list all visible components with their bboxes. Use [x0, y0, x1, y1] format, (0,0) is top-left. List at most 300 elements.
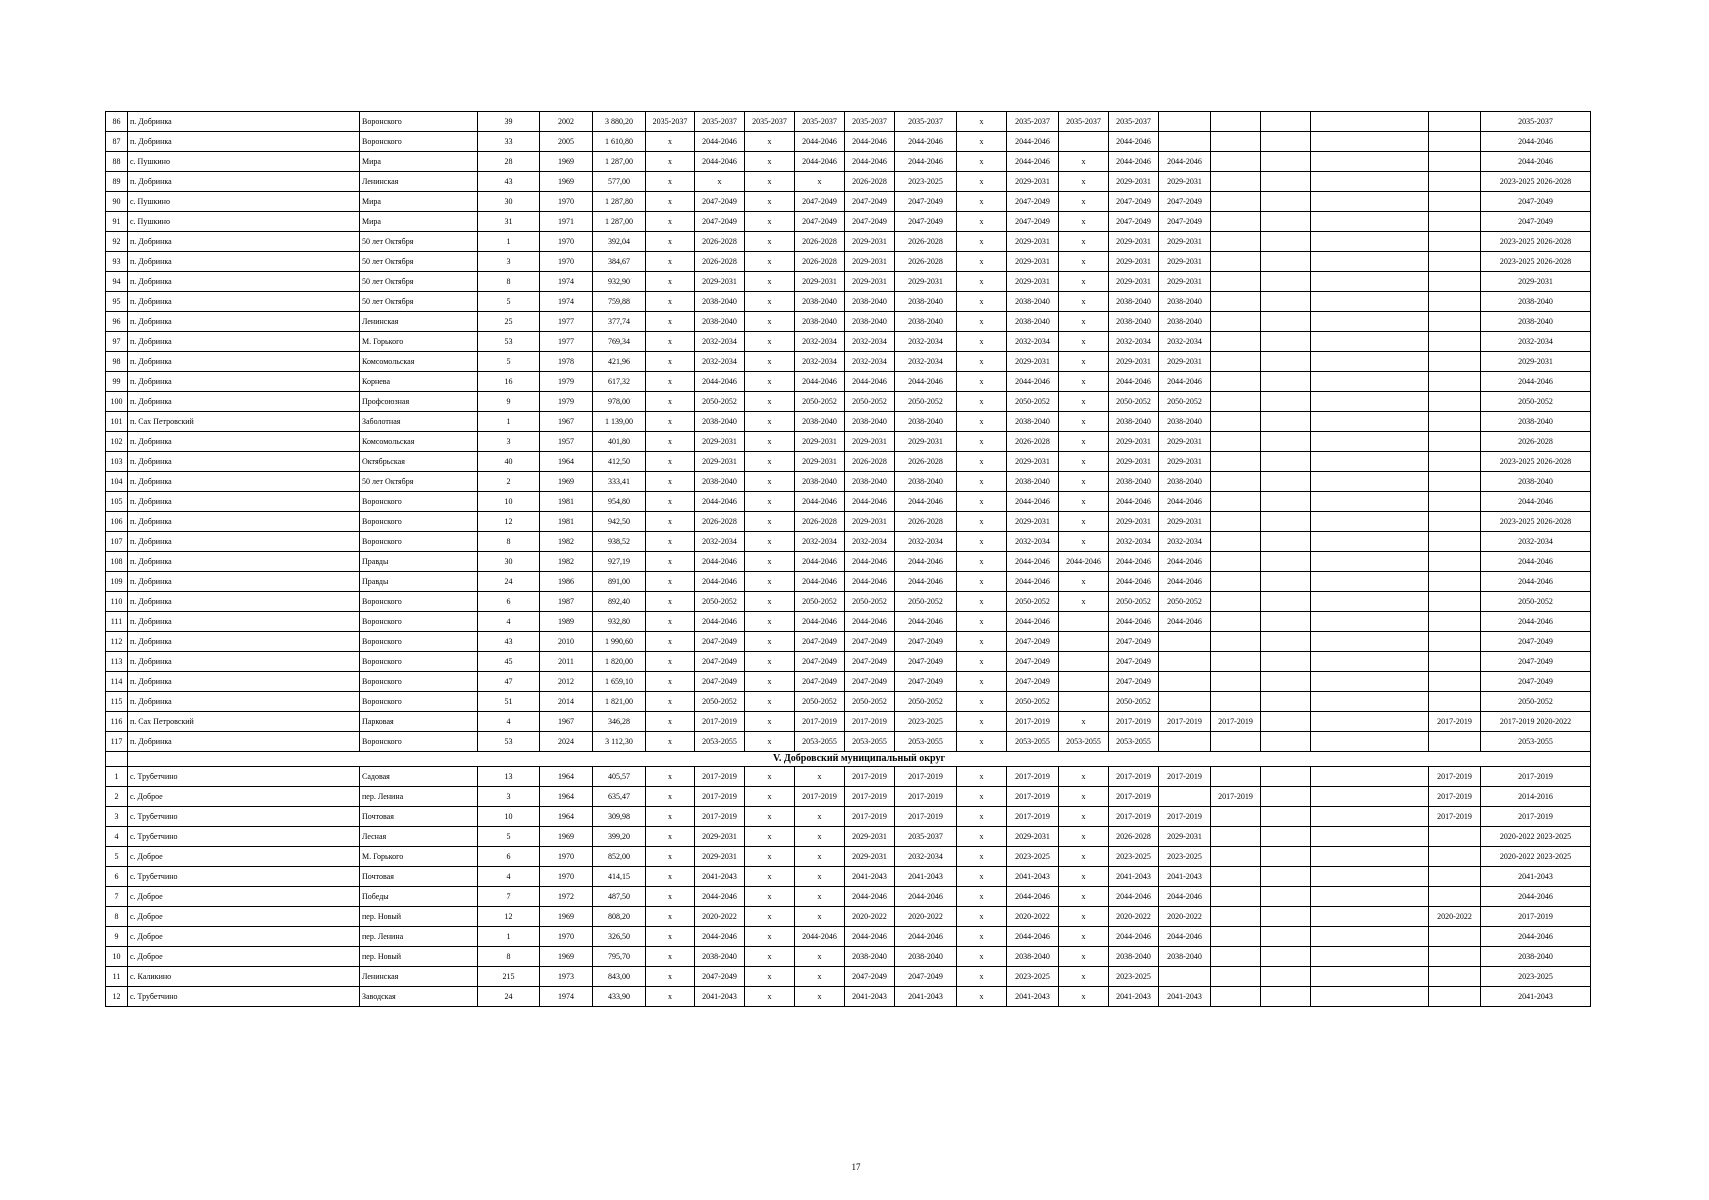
- table-cell: 2029-2031: [1109, 172, 1159, 192]
- table-cell: x: [795, 172, 845, 192]
- table-cell: 2044-2046: [1109, 927, 1159, 947]
- table-cell: x: [646, 472, 695, 492]
- table-cell: x: [745, 232, 795, 252]
- table-cell: 2032-2034: [1159, 532, 1211, 552]
- table-cell: 2044-2046: [1007, 927, 1059, 947]
- table-cell: 2041-2043: [895, 987, 957, 1007]
- table-cell: x: [957, 552, 1007, 572]
- table-cell: x: [957, 967, 1007, 987]
- table-cell: 1981: [540, 512, 593, 532]
- table-cell: [1311, 632, 1429, 652]
- table-cell: 2047-2049: [695, 192, 745, 212]
- table-cell: [1211, 372, 1261, 392]
- table-cell: 2038-2040: [1109, 412, 1159, 432]
- table-cell: 2023-2025: [1481, 967, 1591, 987]
- table-cell: 326,50: [593, 927, 646, 947]
- table-cell: 2038-2040: [795, 412, 845, 432]
- table-cell: 3 112,30: [593, 732, 646, 752]
- table-row: [106, 112, 1591, 132]
- table-cell: 4: [478, 867, 540, 887]
- table-cell: 2029-2031: [695, 272, 745, 292]
- table-cell: 2017-2019 2020-2022: [1481, 712, 1591, 732]
- table-cell: [1311, 552, 1429, 572]
- table-cell: 1982: [540, 552, 593, 572]
- table-cell: [1429, 412, 1481, 432]
- table-cell: Воронского: [360, 492, 478, 512]
- table-cell: [1261, 967, 1311, 987]
- table-cell: x: [957, 372, 1007, 392]
- table-row: [106, 827, 1591, 847]
- table-cell: 2032-2034: [1109, 332, 1159, 352]
- table-cell: 90: [106, 192, 128, 212]
- table-row: [106, 312, 1591, 332]
- table-cell: п. Добринка: [128, 552, 360, 572]
- table-cell: 1982: [540, 532, 593, 552]
- table-cell: 2047-2049: [1159, 192, 1211, 212]
- table-cell: 1964: [540, 807, 593, 827]
- table-cell: 2047-2049: [1109, 672, 1159, 692]
- table-cell: [1429, 987, 1481, 1007]
- table-cell: x: [646, 252, 695, 272]
- table-cell: [1211, 767, 1261, 787]
- table-cell: 13: [478, 767, 540, 787]
- table-cell: 2044-2046: [1007, 572, 1059, 592]
- table-cell: 2038-2040: [695, 412, 745, 432]
- table-cell: [1429, 372, 1481, 392]
- table-cell: 2050-2052: [1109, 592, 1159, 612]
- table-cell: Правды: [360, 552, 478, 572]
- table-cell: x: [745, 372, 795, 392]
- table-cell: 2044-2046: [695, 552, 745, 572]
- table-cell: 346,28: [593, 712, 646, 732]
- table-cell: 2020-2022: [845, 907, 895, 927]
- table-cell: [1261, 152, 1311, 172]
- table-cell: [1211, 652, 1261, 672]
- table-cell: 1969: [540, 947, 593, 967]
- table-cell: 2024: [540, 732, 593, 752]
- table-cell: 24: [478, 987, 540, 1007]
- table-cell: x: [957, 652, 1007, 672]
- table-cell: 88: [106, 152, 128, 172]
- table-cell: 795,70: [593, 947, 646, 967]
- table-cell: 8: [478, 272, 540, 292]
- table-cell: 2029-2031: [845, 512, 895, 532]
- table-cell: [1311, 312, 1429, 332]
- table-cell: 2047-2049: [1481, 652, 1591, 672]
- table-cell: x: [1059, 292, 1109, 312]
- table-cell: 6: [478, 847, 540, 867]
- table-cell: [1311, 927, 1429, 947]
- table-cell: x: [646, 272, 695, 292]
- table-cell: [1311, 987, 1429, 1007]
- table-cell: [1261, 572, 1311, 592]
- table-cell: 40: [478, 452, 540, 472]
- table-cell: 2044-2046: [795, 372, 845, 392]
- table-cell: 91: [106, 212, 128, 232]
- table-cell: x: [957, 172, 1007, 192]
- table-cell: [1311, 132, 1429, 152]
- table-cell: 1970: [540, 867, 593, 887]
- table-cell: x: [646, 847, 695, 867]
- table-cell: 2050-2052: [695, 592, 745, 612]
- table-cell: 2047-2049: [895, 192, 957, 212]
- table-cell: 50 лет Октября: [360, 472, 478, 492]
- table-cell: 2044-2046: [795, 927, 845, 947]
- table-cell: 769,34: [593, 332, 646, 352]
- table-cell: Корнева: [360, 372, 478, 392]
- table-cell: 2047-2049: [895, 967, 957, 987]
- table-cell: x: [957, 392, 1007, 412]
- table-cell: 2026-2028: [795, 232, 845, 252]
- table-cell: 2050-2052: [1109, 392, 1159, 412]
- table-cell: [1159, 652, 1211, 672]
- table-cell: 2041-2043: [695, 987, 745, 1007]
- table-cell: 2050-2052: [1481, 592, 1591, 612]
- table-cell: [1429, 172, 1481, 192]
- table-cell: [1311, 152, 1429, 172]
- table-cell: 2026-2028: [895, 232, 957, 252]
- table-cell: Парковая: [360, 712, 478, 732]
- table-cell: 1964: [540, 452, 593, 472]
- table-cell: 2023-2025: [1007, 847, 1059, 867]
- table-cell: 2047-2049: [695, 967, 745, 987]
- table-cell: 7: [478, 887, 540, 907]
- table-cell: 2017-2019: [1211, 787, 1261, 807]
- table-cell: [1211, 692, 1261, 712]
- table-cell: 4: [478, 612, 540, 632]
- table-cell: [1211, 112, 1261, 132]
- table-cell: x: [1059, 312, 1109, 332]
- table-cell: 1970: [540, 847, 593, 867]
- table-cell: x: [745, 192, 795, 212]
- table-cell: 2044-2046: [1481, 887, 1591, 907]
- table-cell: 2038-2040: [1159, 412, 1211, 432]
- table-cell: 2053-2055: [1007, 732, 1059, 752]
- table-cell: 2047-2049: [795, 652, 845, 672]
- table-cell: [1211, 532, 1261, 552]
- table-cell: 2047-2049: [895, 212, 957, 232]
- table-cell: 2044-2046: [1159, 552, 1211, 572]
- table-cell: 2044-2046: [895, 552, 957, 572]
- table-cell: 2020-2022: [1007, 907, 1059, 927]
- table-cell: 1 659,10: [593, 672, 646, 692]
- table-cell: 2026-2028: [1481, 432, 1591, 452]
- table-cell: 1969: [540, 172, 593, 192]
- table-cell: [1311, 652, 1429, 672]
- table-cell: 932,80: [593, 612, 646, 632]
- table-cell: 2029-2031: [1159, 432, 1211, 452]
- table-cell: 577,00: [593, 172, 646, 192]
- table-cell: 2044-2046: [1059, 552, 1109, 572]
- table-cell: x: [646, 907, 695, 927]
- table-cell: 309,98: [593, 807, 646, 827]
- table-cell: 2044-2046: [1109, 372, 1159, 392]
- table-cell: 2035-2037: [1059, 112, 1109, 132]
- table-cell: Садовая: [360, 767, 478, 787]
- table-cell: [1211, 807, 1261, 827]
- table-cell: 2044-2046: [845, 612, 895, 632]
- table-cell: x: [646, 392, 695, 412]
- table-cell: [1311, 672, 1429, 692]
- table-cell: x: [646, 212, 695, 232]
- table-cell: 2026-2028: [795, 252, 845, 272]
- table-cell: 2044-2046: [845, 887, 895, 907]
- table-cell: [1261, 807, 1311, 827]
- table-cell: 2012: [540, 672, 593, 692]
- table-cell: x: [1059, 272, 1109, 292]
- table-cell: x: [1059, 987, 1109, 1007]
- table-cell: 2017-2019: [1007, 767, 1059, 787]
- table-cell: 5: [478, 352, 540, 372]
- table-cell: x: [795, 807, 845, 827]
- table-cell: 2017-2019: [845, 767, 895, 787]
- table-cell: x: [1059, 412, 1109, 432]
- table-cell: x: [646, 612, 695, 632]
- table-cell: x: [646, 987, 695, 1007]
- table-row: [106, 152, 1591, 172]
- table-cell: Воронского: [360, 112, 478, 132]
- table-cell: 932,90: [593, 272, 646, 292]
- table-cell: [1311, 967, 1429, 987]
- table-cell: 2044-2046: [1007, 612, 1059, 632]
- table-cell: 2029-2031: [695, 827, 745, 847]
- table-cell: 892,40: [593, 592, 646, 612]
- table-cell: [1311, 432, 1429, 452]
- table-cell: Октябрьская: [360, 452, 478, 472]
- table-cell: 333,41: [593, 472, 646, 492]
- table-cell: п. Добринка: [128, 572, 360, 592]
- table-cell: 1987: [540, 592, 593, 612]
- table-row: [106, 292, 1591, 312]
- table-cell: 2047-2049: [845, 212, 895, 232]
- table-cell: 2029-2031: [1159, 232, 1211, 252]
- table-cell: 2038-2040: [845, 312, 895, 332]
- table-cell: x: [1059, 512, 1109, 532]
- table-cell: 2017-2019: [695, 767, 745, 787]
- table-row: [106, 212, 1591, 232]
- table-cell: [1261, 492, 1311, 512]
- table-cell: с. Доброе: [128, 887, 360, 907]
- section-title: V. Добровский муниципальный округ: [128, 752, 1591, 767]
- table-cell: Почтовая: [360, 807, 478, 827]
- table-cell: 2044-2046: [1481, 132, 1591, 152]
- table-cell: x: [1059, 192, 1109, 212]
- table-cell: [1311, 392, 1429, 412]
- table-row: [106, 572, 1591, 592]
- table-row: [106, 907, 1591, 927]
- table-cell: 1974: [540, 987, 593, 1007]
- table-cell: 2032-2034: [1481, 532, 1591, 552]
- table-cell: 2050-2052: [1007, 592, 1059, 612]
- table-cell: 45: [478, 652, 540, 672]
- table-cell: 2041-2043: [1109, 867, 1159, 887]
- table-cell: 2038-2040: [1109, 472, 1159, 492]
- table-cell: [1261, 212, 1311, 232]
- table-cell: 93: [106, 252, 128, 272]
- table-cell: [1211, 172, 1261, 192]
- table-cell: x: [646, 807, 695, 827]
- table-cell: 2017-2019: [1211, 712, 1261, 732]
- table-cell: 2029-2031: [845, 272, 895, 292]
- table-cell: 1: [106, 767, 128, 787]
- table-cell: 39: [478, 112, 540, 132]
- table-row: [106, 767, 1591, 787]
- table-cell: 1971: [540, 212, 593, 232]
- table-cell: x: [646, 712, 695, 732]
- table-cell: [1059, 612, 1109, 632]
- table-cell: 2038-2040: [1159, 947, 1211, 967]
- table-cell: 2044-2046: [695, 132, 745, 152]
- table-cell: [1211, 392, 1261, 412]
- table-cell: x: [1059, 432, 1109, 452]
- table-row: [106, 967, 1591, 987]
- table-cell: 2023-2025: [1159, 847, 1211, 867]
- table-cell: x: [646, 492, 695, 512]
- table-cell: 1957: [540, 432, 593, 452]
- table-cell: 2041-2043: [1159, 867, 1211, 887]
- table-cell: 86: [106, 112, 128, 132]
- table-cell: 2044-2046: [895, 612, 957, 632]
- table-cell: 33: [478, 132, 540, 152]
- table-cell: Ленинская: [360, 967, 478, 987]
- table-cell: 401,80: [593, 432, 646, 452]
- table-cell: [1261, 987, 1311, 1007]
- table-cell: 12: [478, 907, 540, 927]
- table-cell: 1970: [540, 252, 593, 272]
- table-cell: 2044-2046: [695, 612, 745, 632]
- table-cell: [1429, 967, 1481, 987]
- table-row: [106, 392, 1591, 412]
- table-cell: 2014-2016: [1481, 787, 1591, 807]
- table-cell: 2047-2049: [1007, 672, 1059, 692]
- table-cell: 50 лет Октября: [360, 252, 478, 272]
- table-cell: 2038-2040: [845, 472, 895, 492]
- table-cell: 2047-2049: [695, 672, 745, 692]
- table-cell: [1311, 212, 1429, 232]
- table-cell: 1967: [540, 412, 593, 432]
- table-cell: x: [957, 532, 1007, 552]
- table-cell: x: [646, 732, 695, 752]
- table-cell: [1159, 672, 1211, 692]
- table-cell: [1261, 592, 1311, 612]
- table-cell: 1964: [540, 767, 593, 787]
- table-cell: x: [646, 947, 695, 967]
- table-cell: 2029-2031: [1159, 512, 1211, 532]
- table-cell: 2044-2046: [695, 152, 745, 172]
- table-cell: 25: [478, 312, 540, 332]
- table-cell: x: [646, 452, 695, 472]
- table-cell: [1429, 232, 1481, 252]
- table-row: [106, 692, 1591, 712]
- table-cell: 2041-2043: [1007, 867, 1059, 887]
- table-cell: [1211, 552, 1261, 572]
- table-cell: 2017-2019: [1429, 767, 1481, 787]
- table-cell: 2023-2025: [1007, 967, 1059, 987]
- table-cell: 2044-2046: [795, 572, 845, 592]
- table-cell: x: [745, 272, 795, 292]
- table-cell: x: [1059, 492, 1109, 512]
- table-cell: 2044-2046: [895, 887, 957, 907]
- table-cell: п. Добринка: [128, 532, 360, 552]
- table-cell: [1261, 847, 1311, 867]
- table-cell: 113: [106, 652, 128, 672]
- table-cell: x: [1059, 392, 1109, 412]
- table-cell: с. Трубетчино: [128, 987, 360, 1007]
- table-cell: 1974: [540, 272, 593, 292]
- table-cell: x: [745, 612, 795, 632]
- table-row: [106, 652, 1591, 672]
- table-cell: x: [745, 887, 795, 907]
- table-cell: x: [745, 712, 795, 732]
- table-cell: М. Горького: [360, 332, 478, 352]
- table-cell: x: [1059, 212, 1109, 232]
- table-cell: 2038-2040: [1481, 292, 1591, 312]
- table-cell: 2044-2046: [1007, 492, 1059, 512]
- table-cell: М. Горького: [360, 847, 478, 867]
- table-cell: п. Добринка: [128, 112, 360, 132]
- table-cell: 2029-2031: [695, 452, 745, 472]
- table-cell: 2050-2052: [845, 692, 895, 712]
- table-cell: Воронского: [360, 692, 478, 712]
- table-cell: x: [745, 632, 795, 652]
- table-cell: 16: [478, 372, 540, 392]
- table-cell: [1261, 552, 1311, 572]
- table-cell: с. Трубетчино: [128, 867, 360, 887]
- table-cell: 2047-2049: [1109, 212, 1159, 232]
- table-cell: [1261, 827, 1311, 847]
- table-cell: 421,96: [593, 352, 646, 372]
- table-cell: 2029-2031: [1159, 252, 1211, 272]
- table-cell: [1211, 967, 1261, 987]
- table-row: [106, 332, 1591, 352]
- table-cell: Мира: [360, 192, 478, 212]
- table-cell: 30: [478, 192, 540, 212]
- table-cell: x: [646, 967, 695, 987]
- table-cell: x: [745, 252, 795, 272]
- table-cell: x: [646, 552, 695, 572]
- table-cell: x: [957, 807, 1007, 827]
- table-cell: 2017-2019: [1481, 907, 1591, 927]
- table-cell: [1211, 847, 1261, 867]
- table-cell: x: [646, 827, 695, 847]
- page-number: 17: [851, 1162, 861, 1172]
- table-cell: [1261, 252, 1311, 272]
- table-cell: [1429, 512, 1481, 532]
- table-cell: [1429, 612, 1481, 632]
- table-cell: 2032-2034: [1481, 332, 1591, 352]
- table-cell: [1311, 847, 1429, 867]
- table-cell: [1211, 472, 1261, 492]
- table-cell: [1429, 152, 1481, 172]
- table-row: [106, 672, 1591, 692]
- table-cell: [1261, 292, 1311, 312]
- table-cell: x: [1059, 827, 1109, 847]
- table-cell: 2017-2019: [695, 712, 745, 732]
- table-cell: x: [1059, 472, 1109, 492]
- table-cell: 2038-2040: [695, 292, 745, 312]
- table-row: [106, 452, 1591, 472]
- table-cell: [1311, 372, 1429, 392]
- table-cell: [1311, 272, 1429, 292]
- table-cell: x: [957, 112, 1007, 132]
- table-cell: 1977: [540, 312, 593, 332]
- table-cell: 2041-2043: [845, 867, 895, 887]
- table-cell: x: [795, 887, 845, 907]
- table-cell: 2017-2019: [1007, 787, 1059, 807]
- table-cell: x: [1059, 967, 1109, 987]
- table-cell: [1429, 887, 1481, 907]
- table-cell: 2026-2028: [895, 252, 957, 272]
